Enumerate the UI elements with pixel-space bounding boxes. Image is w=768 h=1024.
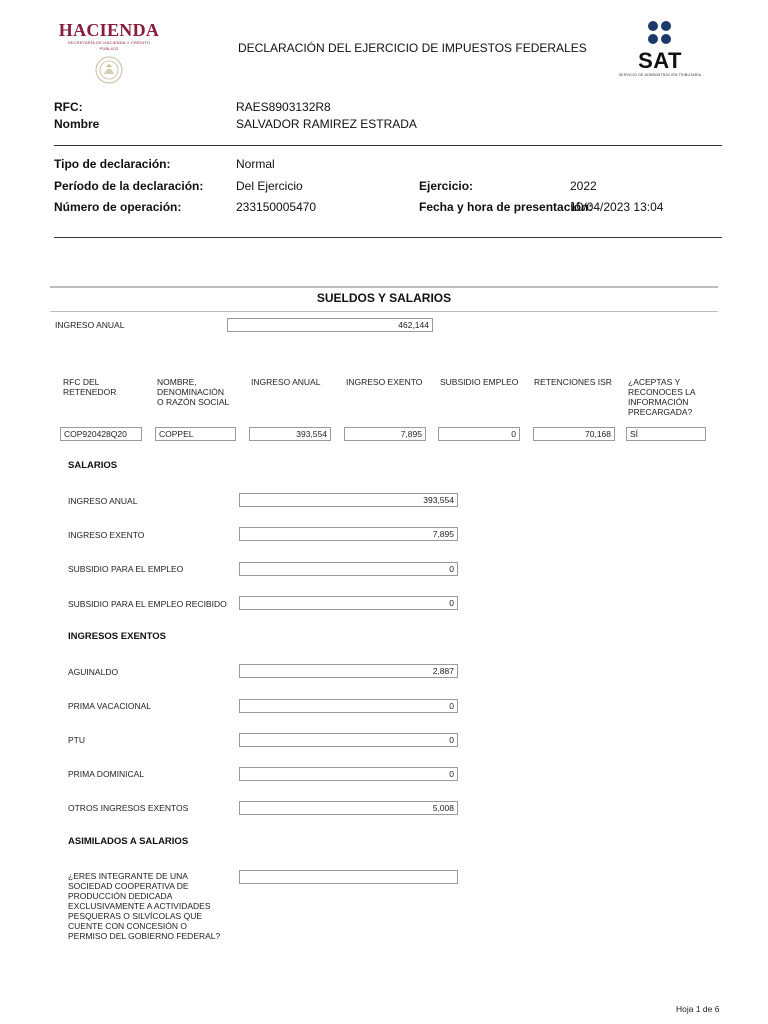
document-title: DECLARACIÓN DEL EJERCICIO DE IMPUESTOS FEDERALES	[238, 41, 587, 55]
sat-logo-word: SAT	[638, 48, 682, 73]
col-ingreso-exento: INGRESO EXENTO	[346, 377, 423, 387]
sat-logo	[610, 20, 710, 82]
aguinaldo-field[interactable]: 2,887	[239, 664, 458, 678]
col-acepta-precargada: ¿ACEPTAS Y RECONOCES LA INFORMACIÓN PRECARGADA?	[628, 377, 696, 417]
periodo-value: Del Ejercicio	[236, 179, 303, 193]
prima-dominical-label: PRIMA DOMINICAL	[68, 769, 145, 779]
subsection-title-exentos: INGRESOS EXENTOS	[68, 631, 167, 642]
cooperativa-question-label: ¿ERES INTEGRANTE DE UNA SOCIEDAD COOPERATIVA DE PRODUCCIÓN DEDICADA EXCLUSIVAMENTE A ACTIVIDADES PESQUERAS O SILVÍCOLAS QUE CUENTE CON CONCESIÓN O PERMISO DEL GOBIERNO FEDERAL?	[68, 871, 221, 941]
operacion-value: 233150005470	[236, 200, 317, 214]
aguinaldo-label: AGUINALDO	[68, 667, 119, 677]
subsection-title-asimilados: ASIMILADOS A SALARIOS	[68, 836, 189, 847]
ptu-label: PTU	[68, 735, 85, 745]
ingreso-anual-label: INGRESO ANUAL	[55, 320, 125, 330]
ingreso-anual-field[interactable]: 462,144	[227, 318, 433, 332]
row-nombre-field[interactable]: COPPEL	[155, 427, 236, 441]
ejercicio-value: 2022	[570, 179, 597, 193]
col-ingreso-anual: INGRESO ANUAL	[251, 377, 321, 387]
ptu-field[interactable]: 0	[239, 733, 458, 747]
ejercicio-label: Ejercicio:	[419, 179, 474, 193]
otros-exentos-field[interactable]: 5,008	[239, 801, 458, 815]
page-number: Hoja 1 de 6	[676, 1004, 720, 1014]
hacienda-logo-word: HACIENDA	[58, 20, 160, 40]
row-ingreso-anual-field[interactable]: 393,554	[249, 427, 331, 441]
hacienda-logo	[58, 20, 160, 82]
salarios-subsidio-field[interactable]: 0	[239, 562, 458, 576]
prima-vacacional-field[interactable]: 0	[239, 699, 458, 713]
salarios-subsidio-label: SUBSIDIO PARA EL EMPLEO	[68, 564, 184, 574]
otros-exentos-label: OTROS INGRESOS EXENTOS	[68, 803, 189, 813]
divider	[54, 145, 722, 146]
subsection-title-salarios: SALARIOS	[68, 460, 118, 471]
cooperativa-answer-field[interactable]	[239, 870, 458, 884]
salarios-subsidio-recibido-field[interactable]: 0	[239, 596, 458, 610]
section-title-sueldos: SUELDOS Y SALARIOS	[316, 291, 452, 305]
fecha-value: 10/04/2023 13:04	[570, 200, 664, 214]
row-rfc-field[interactable]: COP920428Q20	[60, 427, 142, 441]
col-rfc-retenedor: RFC DEL RETENEDOR	[63, 377, 117, 397]
hacienda-logo-subtitle: SECRETARÍA DE HACIENDA Y CRÉDITO PÚBLICO	[67, 40, 151, 51]
nombre-value: SALVADOR RAMIREZ ESTRADA	[236, 117, 417, 131]
prima-dominical-field[interactable]: 0	[239, 767, 458, 781]
section-bottom-rule	[50, 311, 718, 312]
rfc-label: RFC:	[54, 100, 83, 114]
col-subsidio-empleo: SUBSIDIO EMPLEO	[440, 377, 519, 387]
col-retenciones-isr: RETENCIONES ISR	[534, 377, 612, 387]
salarios-ingreso-anual-field[interactable]: 393,554	[239, 493, 458, 507]
row-acepta-field[interactable]: SÍ	[626, 427, 706, 441]
section-top-rule	[50, 286, 718, 288]
fecha-label: Fecha y hora de presentación:	[419, 200, 593, 214]
salarios-subsidio-recibido-label: SUBSIDIO PARA EL EMPLEO RECIBIDO	[68, 599, 227, 609]
periodo-label: Período de la declaración:	[54, 179, 204, 193]
col-nombre: NOMBRE, DENOMINACIÓN O RAZÓN SOCIAL	[157, 377, 230, 407]
rfc-value: RAES8903132R8	[236, 100, 331, 114]
sat-logo-subtitle: SERVICIO DE ADMINISTRACIÓN TRIBUTARIA	[618, 73, 702, 77]
salarios-ingreso-exento-field[interactable]: 7,895	[239, 527, 458, 541]
salarios-ingreso-anual-label: INGRESO ANUAL	[68, 496, 138, 506]
divider	[54, 237, 722, 238]
row-retenciones-field[interactable]: 70,168	[533, 427, 615, 441]
sat-dots-icon	[645, 20, 675, 50]
row-subsidio-field[interactable]: 0	[438, 427, 520, 441]
tipo-label: Tipo de declaración:	[54, 157, 171, 171]
row-ingreso-exento-field[interactable]: 7,895	[344, 427, 426, 441]
salarios-ingreso-exento-label: INGRESO EXENTO	[68, 530, 145, 540]
operacion-label: Número de operación:	[54, 200, 182, 214]
prima-vacacional-label: PRIMA VACACIONAL	[68, 701, 151, 711]
national-seal-icon	[94, 55, 124, 85]
nombre-label: Nombre	[54, 117, 100, 131]
tipo-value: Normal	[236, 157, 275, 171]
